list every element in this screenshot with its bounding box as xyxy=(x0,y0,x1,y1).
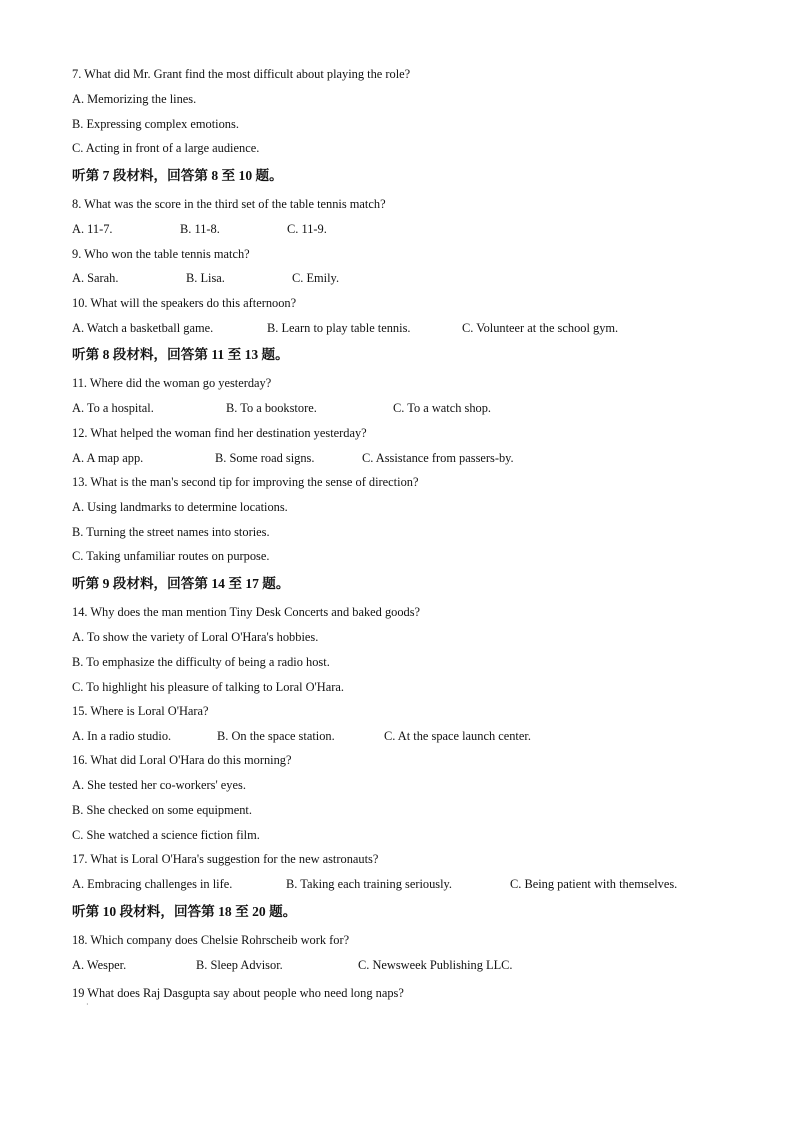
option-text: B. Expressing complex emotions. xyxy=(72,117,239,131)
option-row xyxy=(0,728,794,744)
option-text: A. Memorizing the lines. xyxy=(72,92,197,106)
option-text: B. On the space station. xyxy=(217,729,335,743)
option-row xyxy=(0,876,794,892)
question-text: 9. Who won the table tennis match? xyxy=(72,247,250,261)
option-text: A. To a hospital. xyxy=(72,401,154,415)
option-text: B. To a bookstore. xyxy=(226,401,317,415)
section-heading: 听第 7 段材料，回答第 8 至 10 题。 xyxy=(72,168,283,183)
question-text: 18. Which company does Chelsie Rohrscheib work for? xyxy=(72,933,350,947)
option-text: C. To highlight his pleasure of talking to Loral O'Hara. xyxy=(72,680,344,694)
option-text: B. Sleep Advisor. xyxy=(196,958,283,972)
option-text: A. She tested her co-workers' eyes. xyxy=(72,778,246,792)
option-text: A. Wesper. xyxy=(72,958,127,972)
option-text: A. Watch a basketball game. xyxy=(72,321,214,335)
option-text: B. Turning the street names into stories. xyxy=(72,525,270,539)
question-text: 14. Why does the man mention Tiny Desk Concerts and baked goods? xyxy=(72,605,421,619)
option-text: C. Taking unfamiliar routes on purpose. xyxy=(72,549,270,563)
option-text: B. Some road signs. xyxy=(215,451,315,465)
question-text: 11. Where did the woman go yesterday? xyxy=(72,376,272,390)
option-text: B. She checked on some equipment. xyxy=(72,803,252,817)
option-text: C. To a watch shop. xyxy=(393,401,492,415)
option-text: B. 11-8. xyxy=(180,222,220,236)
option-row xyxy=(0,450,794,466)
option-text: A. Using landmarks to determine locations. xyxy=(72,500,288,514)
option-text: A. Sarah. xyxy=(72,271,119,285)
question-text: 19 What does Raj Dasgupta say about people who need long naps? xyxy=(72,986,404,1000)
option-row xyxy=(0,320,794,336)
section-heading: 听第 8 段材料，回答第 11 至 13 题。 xyxy=(72,347,289,362)
option-text: C. Being patient with themselves. xyxy=(510,877,678,891)
option-row xyxy=(0,221,794,237)
option-text: B. Learn to play table tennis. xyxy=(267,321,411,335)
question-text: 8. What was the score in the third set of the table tennis match? xyxy=(72,197,386,211)
section-heading: 听第 10 段材料，回答第 18 至 20 题。 xyxy=(72,904,297,919)
option-text: A. A map app. xyxy=(72,451,144,465)
question-text: 12. What helped the woman find her destination yesterday? xyxy=(72,426,367,440)
option-text: A. To show the variety of Loral O'Hara's hobbies. xyxy=(72,630,319,644)
option-row xyxy=(0,400,794,416)
option-text: A. In a radio studio. xyxy=(72,729,172,743)
option-text: A. Embracing challenges in life. xyxy=(72,877,233,891)
question-text: 16. What did Loral O'Hara do this morning? xyxy=(72,753,292,767)
option-text: A. 11-7. xyxy=(72,222,113,236)
option-text: C. Volunteer at the school gym. xyxy=(462,321,619,335)
option-text: C. 11-9. xyxy=(287,222,327,236)
option-text: B. To emphasize the difficulty of being a radio host. xyxy=(72,655,330,669)
question-text: 7. What did Mr. Grant find the most difficult about playing the role? xyxy=(72,67,411,81)
option-text: C. Acting in front of a large audience. xyxy=(72,141,260,155)
option-text: C. At the space launch center. xyxy=(384,729,531,743)
question-text: 13. What is the man's second tip for improving the sense of direction? xyxy=(72,475,419,489)
option-text: B. Taking each training seriously. xyxy=(286,877,453,891)
question-text: 17. What is Loral O'Hara's suggestion for the new astronauts? xyxy=(72,852,379,866)
option-row xyxy=(0,270,794,286)
option-text: C. Newsweek Publishing LLC. xyxy=(358,958,513,972)
stray-mark: · xyxy=(86,1000,89,1009)
option-text: C. Assistance from passers-by. xyxy=(362,451,514,465)
question-text: 15. Where is Loral O'Hara? xyxy=(72,704,209,718)
option-text: B. Lisa. xyxy=(186,271,225,285)
section-heading: 听第 9 段材料，回答第 14 至 17 题。 xyxy=(72,576,290,591)
option-text: C. Emily. xyxy=(292,271,340,285)
option-text: C. She watched a science fiction film. xyxy=(72,828,260,842)
option-row xyxy=(0,957,794,973)
question-text: 10. What will the speakers do this afternoon? xyxy=(72,296,297,310)
